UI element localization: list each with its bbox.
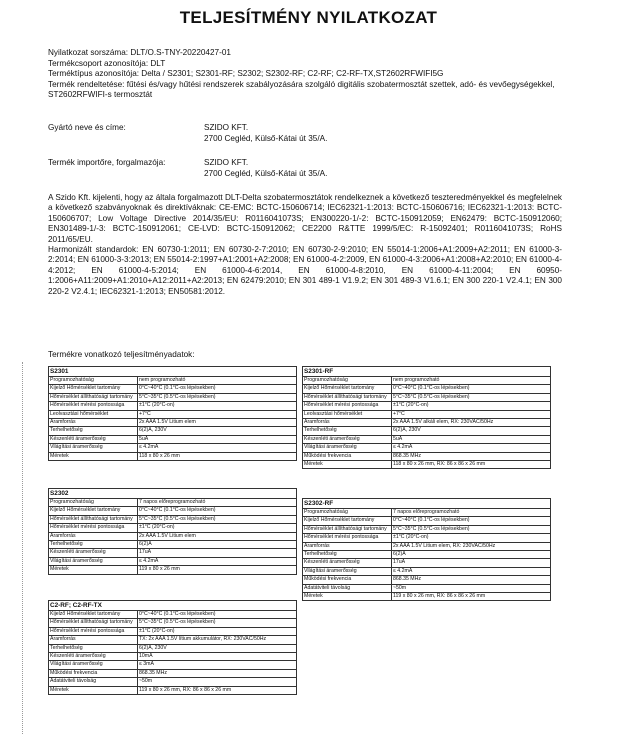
table-model-name: S2301: [49, 367, 297, 377]
table-row: [49, 393, 297, 401]
table-row: [303, 377, 551, 385]
table-row: [49, 385, 297, 393]
spec-value: 5°C~35°C (0.5°C-os lépésekben): [392, 525, 551, 533]
spec-property: Működési frekvencia: [303, 452, 392, 460]
table-row: [49, 515, 297, 523]
table-row: [49, 419, 297, 427]
spec-value: 868.35 MHz: [138, 669, 297, 677]
table-header-row: [49, 601, 297, 611]
table-row: [49, 452, 297, 460]
importer-label: Termék importőre, forgalmazója:: [48, 158, 166, 167]
product-purpose: Termék rendeltetése: fűtési és/vagy hűtési rendszerek szabályozására szolgáló digitális szobatermosztát szettek, adó- és vevőegységekkel, ST2602RFWIFI-s termosztát: [48, 79, 555, 100]
spec-property: Méretek: [49, 686, 138, 694]
spec-property: Működési frekvencia: [49, 669, 138, 677]
table-row: [303, 461, 551, 469]
spec-property: Áramforrás: [303, 542, 392, 550]
declaration-paragraph: A Szido Kft. kijelenti, hogy az általa forgalmazott DLT-Delta szobatermosztátok rendelkeznek a következő teszteredményekkel és megfelelnek a következő szabványoknak és direktíváknak: CE-EMC: BCTC-150606714; IEC62321-1:2013: BCTC-150606716; IEC62321-1:2013: BCTC-150606707; Low Voltage Directive 2014/35/EU: R0116041073S; EN300220-1/-2: BCTC-150912059; EN62479: BCTC-150912060; EN301489-1/-3: BCTC-150912061; CE-LVD: BCTC-150912062; CE2200 R&TTE 1999/5/EC: R-15092401; R0116041073S; RoHS 2011/65/EU.: [48, 193, 562, 244]
spec-property: Hőmérséklet mérési pontossága: [49, 402, 138, 410]
spec-property: Méretek: [303, 461, 392, 469]
spec-property: Programozhatóság: [49, 499, 138, 507]
spec-property: Hőmérséklet állíthatósági tartomány: [49, 515, 138, 523]
spec-value: 10mA: [138, 653, 297, 661]
table-model-name: S2302-RF: [303, 499, 551, 509]
table-row: [49, 644, 297, 652]
spec-table-s2301-rf: [302, 366, 551, 469]
table-row: [49, 619, 297, 627]
spec-property: Világítási áramerősség: [49, 557, 138, 565]
spec-value: 17uA: [138, 549, 297, 557]
document-title: TELJESÍTMÉNY NYILATKOZAT: [179, 8, 438, 27]
spec-property: Hőmérséklet állíthatósági tartomány: [303, 393, 392, 401]
declaration-number: Nyilatkozat sorszáma: DLT/O.S-TNY-20220427-01: [48, 48, 231, 57]
spec-property: Terhelhetőség: [49, 644, 138, 652]
table-row: [49, 549, 297, 557]
table-row: [49, 627, 297, 635]
table-row: [49, 669, 297, 677]
spec-property: Áramforrás: [49, 419, 138, 427]
spec-value: 6(2)A, 230V: [392, 427, 551, 435]
spec-property: Méretek: [49, 452, 138, 460]
spec-property: Hőmérséklet állíthatósági tartomány: [49, 393, 138, 401]
spec-property: Hőmérséklet mérési pontossága: [303, 534, 392, 542]
table-row: [303, 534, 551, 542]
table-header-row: [49, 489, 297, 499]
spec-property: Készenléti áramerősség: [303, 559, 392, 567]
spec-property: Működési frekvencia: [303, 576, 392, 584]
spec-value: ±1°C (20°C-on): [138, 524, 297, 532]
spec-property: Terhelhetőség: [49, 427, 138, 435]
spec-value: 5°C~35°C (0.5°C-os lépésekben): [138, 393, 297, 401]
spec-property: Kijelző Hőmérséklet tartomány: [49, 385, 138, 393]
spec-value: 0°C~40°C (0.1°C-os lépésekben): [392, 385, 551, 393]
spec-value: 868.35 MHz: [392, 576, 551, 584]
spec-value: 868.35 MHz: [392, 452, 551, 460]
table-row: [303, 444, 551, 452]
table-row: [49, 377, 297, 385]
product-group-id: Termékcsoport azonosítója: DLT: [48, 58, 166, 68]
table-row: [49, 686, 297, 694]
spec-property: Terhelhetőség: [303, 551, 392, 559]
table-model-name: C2-RF; C2-RF-TX: [49, 601, 297, 611]
table-row: [49, 541, 297, 549]
spec-value: 6(2)A, 230V: [138, 427, 297, 435]
spec-value: 5uA: [138, 435, 297, 443]
spec-value: ~50m: [138, 678, 297, 686]
table-row: [49, 636, 297, 644]
spec-value: 118 x 80 x 26 mm, RX: 86 x 86 x 26 mm: [392, 461, 551, 469]
spec-property: Készenléti áramerősség: [49, 653, 138, 661]
spec-property: Programozhatóság: [303, 509, 392, 517]
table-row: [303, 567, 551, 575]
spec-value: ±1°C (20°C-on): [138, 627, 297, 635]
table-header-row: [303, 367, 551, 377]
spec-property: Áramforrás: [303, 419, 392, 427]
spec-value: 2x AAA 1.5V Litium elem, RX: 230VAC/50Hz: [392, 542, 551, 550]
spec-value: 0°C~40°C (0.1°C-os lépésekben): [138, 507, 297, 515]
table-row: [303, 435, 551, 443]
spec-value: 119 x 80 x 26 mm: [138, 566, 297, 574]
table-row: [303, 576, 551, 584]
spec-property: Terhelhetőség: [49, 541, 138, 549]
spec-property: Világítási áramerősség: [49, 661, 138, 669]
spec-value: 7 napos előreprogramozható: [138, 499, 297, 507]
meta-block: [48, 48, 568, 101]
table-row: [303, 517, 551, 525]
table-row: [49, 435, 297, 443]
table-row: [303, 509, 551, 517]
spec-table-c2-rf: [48, 600, 297, 695]
table-row: [303, 393, 551, 401]
spec-value: +7°C: [138, 410, 297, 418]
table-row: [303, 542, 551, 550]
spec-value: ~50m: [392, 584, 551, 592]
spec-value: 6(2)A, 230V: [138, 644, 297, 652]
spec-value: 0°C~40°C (0.1°C-os lépésekben): [138, 611, 297, 619]
spec-value: 0°C~40°C (0.1°C-os lépésekben): [392, 517, 551, 525]
margin-divider: [22, 362, 24, 734]
table-header-row: [49, 367, 297, 377]
spec-property: Készenléti áramerősség: [49, 549, 138, 557]
table-row: [303, 452, 551, 460]
spec-property: Programozhatóság: [303, 377, 392, 385]
spec-value: 7 napos előreprogramozható: [392, 509, 551, 517]
table-row: [303, 584, 551, 592]
table-row: [49, 402, 297, 410]
table-row: [303, 410, 551, 418]
spec-value: 17uA: [392, 559, 551, 567]
table-row: [303, 427, 551, 435]
table-row: [303, 419, 551, 427]
table-model-name: S2301-RF: [303, 367, 551, 377]
spec-property: Méretek: [303, 593, 392, 601]
table-row: [303, 525, 551, 533]
spec-value: ≤ 4.2mA: [392, 444, 551, 452]
spec-property: Kijelző Hőmérséklet tartomány: [49, 507, 138, 515]
spec-value: 6(2)A: [138, 541, 297, 549]
manufacturer-address: 2700 Cegléd, Külső-Kátai út 35/A.: [204, 134, 328, 143]
table-row: [49, 499, 297, 507]
spec-value: 118 x 80 x 26 mm: [138, 452, 297, 460]
table-row: [49, 566, 297, 574]
spec-value: 2x AAA 1.5V alkáli elem, RX: 230VAC/50Hz: [392, 419, 551, 427]
spec-property: Adatátviteli távolság: [303, 584, 392, 592]
table-row: [49, 532, 297, 540]
table-row: [303, 385, 551, 393]
spec-value: ±1°C (20°C-on): [392, 402, 551, 410]
table-row: [49, 524, 297, 532]
table-row: [49, 557, 297, 565]
spec-property: Hőmérséklet állíthatósági tartomány: [49, 619, 138, 627]
spec-value: ±1°C (20°C-on): [138, 402, 297, 410]
table-row: [49, 410, 297, 418]
spec-property: Áramforrás: [49, 532, 138, 540]
spec-property: Készenléti áramerősség: [303, 435, 392, 443]
spec-value: 6(2)A: [392, 551, 551, 559]
spec-value: 5°C~35°C (0.5°C-os lépésekben): [138, 619, 297, 627]
spec-property: Áramforrás: [49, 636, 138, 644]
spec-value: 2x AAA 1.5V Litium elem: [138, 419, 297, 427]
table-row: [49, 444, 297, 452]
spec-property: Hőmérséklet mérési pontossága: [49, 627, 138, 635]
table-row: [49, 653, 297, 661]
table-row: [303, 402, 551, 410]
spec-property: Hőmérséklet állíthatósági tartomány: [303, 525, 392, 533]
spec-value: ≤ 4.2mA: [138, 444, 297, 452]
spec-property: Kijelző Hőmérséklet tartomány: [49, 611, 138, 619]
spec-property: Leolvasztási hőmérséklet: [49, 410, 138, 418]
spec-property: Kijelző Hőmérséklet tartomány: [303, 385, 392, 393]
performance-data-heading: Termékre vonatkozó teljesítményadatok:: [48, 350, 195, 359]
spec-value: 0°C~40°C (0.1°C-os lépésekben): [138, 385, 297, 393]
spec-property: Terhelhetőség: [303, 427, 392, 435]
table-row: [303, 593, 551, 601]
spec-value: 2x AAA 1.5V Litium elem: [138, 532, 297, 540]
spec-value: +7°C: [392, 410, 551, 418]
table-row: [303, 551, 551, 559]
spec-value: nem programozható: [138, 377, 297, 385]
spec-property: Világítási áramerősség: [49, 444, 138, 452]
spec-value: ≤ 4.2mA: [392, 567, 551, 575]
spec-value: 119 x 80 x 26 mm, RX: 86 x 86 x 26 mm: [392, 593, 551, 601]
spec-property: Készenléti áramerősség: [49, 435, 138, 443]
manufacturer-label: Gyártó neve és címe:: [48, 123, 126, 132]
spec-table-s2302-rf: [302, 498, 551, 601]
spec-property: Méretek: [49, 566, 138, 574]
spec-property: Kijelző Hőmérséklet tartomány: [303, 517, 392, 525]
spec-value: 5°C~35°C (0.5°C-os lépésekben): [392, 393, 551, 401]
spec-value: ±1°C (20°C-on): [392, 534, 551, 542]
table-row: [49, 661, 297, 669]
declaration-text: [48, 193, 562, 297]
spec-value: 5uA: [392, 435, 551, 443]
spec-value: 119 x 80 x 26 mm, RX: 86 x 86 x 26 mm: [138, 686, 297, 694]
importer-name: SZIDO KFT.: [204, 158, 249, 167]
spec-property: Hőmérséklet mérési pontossága: [303, 402, 392, 410]
manufacturer-name: SZIDO KFT.: [204, 123, 249, 132]
spec-property: Leolvasztási hőmérséklet: [303, 410, 392, 418]
table-model-name: S2302: [49, 489, 297, 499]
harmonized-standards: Harmonizált standardok: EN 60730-1:2011; EN 60730-2-7:2010; EN 60730-2-9:2010; EN 55014-1:2006+A1:2009+A2:2011; EN 61000-3-2:2014; EN 61000-3-3:2013; EN 55014-2:1997+A1:2001+A2:2008; EN 61000-4-2:2009, EN 61000-4-3:2006+A1:2008+A2:2010; EN 61000-4-4:2012; EN 61000-4-5:2014; EN 61000-4-6:2014, EN 61000-4-8:2010, EN 61000-4-11:2004; EN 60950-1:2006+A11:2009+A1:2010+A12:2011+A2:2013; EN 62479:2010; EN 301 489-1 V1.9.2; EN 301 489-3 V1.6.1; EN 300 220-1 V2.4.1; EN 300 220-2 V2.4.1; IEC62321-1:2013; EN50581:2012.: [48, 245, 562, 296]
table-row: [49, 507, 297, 515]
spec-value: ≤ 4.2mA: [138, 557, 297, 565]
table-row: [49, 678, 297, 686]
spec-property: Világítási áramerősség: [303, 567, 392, 575]
spec-property: Világítási áramerősség: [303, 444, 392, 452]
spec-property: Adatátviteli távolság: [49, 678, 138, 686]
table-row: [49, 427, 297, 435]
table-header-row: [303, 499, 551, 509]
spec-table-s2301: [48, 366, 297, 461]
spec-value: 5°C~35°C (0.5°C-os lépésekben): [138, 515, 297, 523]
spec-property: Programozhatóság: [49, 377, 138, 385]
spec-value: nem programozható: [392, 377, 551, 385]
spec-table-s2302: [48, 488, 297, 575]
table-row: [303, 559, 551, 567]
product-type-id: Terméktípus azonosítója: Delta / S2301; S2301-RF; S2302; S2302-RF; C2-RF; C2-RF-TX,ST2602RFWIFI5G: [48, 69, 444, 79]
table-row: [49, 611, 297, 619]
importer-address: 2700 Cegléd, Külső-Kátai út 35/A.: [204, 169, 328, 178]
spec-value: TX: 2x AAA 1.5V lítium akkumulátor, RX: 230VAC/50Hz: [138, 636, 297, 644]
spec-property: Hőmérséklet mérési pontossága: [49, 524, 138, 532]
spec-value: ≤ 3mA: [138, 661, 297, 669]
